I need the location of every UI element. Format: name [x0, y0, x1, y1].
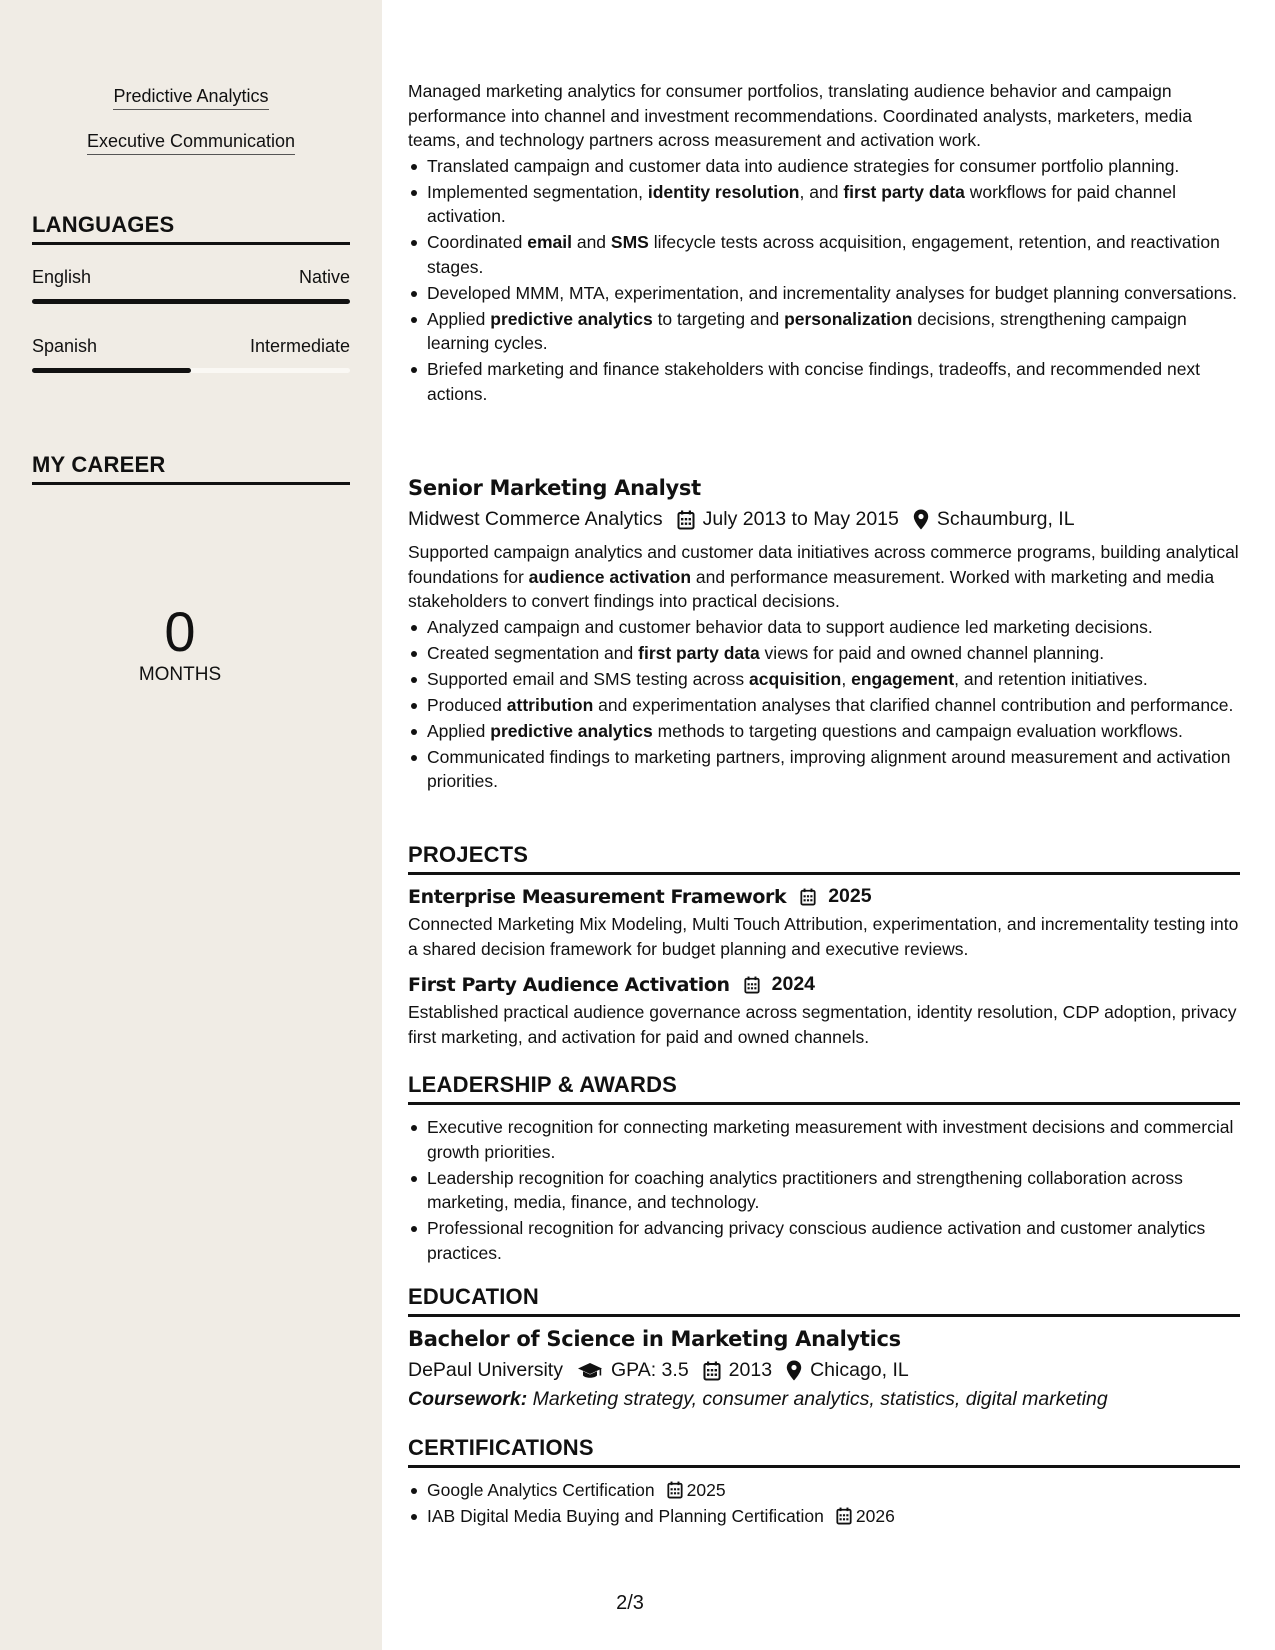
list-item: Leadership recognition for coaching analytics practitioners and strengthening collaboration across marketing, media, finance, and technology.: [408, 1166, 1240, 1215]
certifications-list: [408, 1478, 1240, 1529]
bold-keyword: predictive analytics: [490, 720, 653, 741]
language-proficiency-bar: [32, 299, 350, 304]
career-value: 0: [164, 600, 196, 663]
language-level: Native: [298, 267, 350, 287]
certification-name: Google Analytics Certification: [427, 1480, 655, 1500]
experience-section: [408, 79, 1240, 408]
text-segment: Analyzed campaign and customer behavior data to support audience led marketing decisions.: [427, 616, 1153, 637]
project-description: Connected Marketing Mix Modeling, Multi Touch Attribution, experimentation, and incrementality testing into a shared decision framework for budget planning and executive reviews.: [408, 914, 1239, 959]
calendar-icon: [836, 1507, 852, 1525]
list-item: [408, 180, 1240, 229]
job-entry: [408, 476, 1240, 795]
text-segment: Implemented segmentation,: [427, 181, 648, 202]
text-segment: Applied: [427, 308, 491, 329]
list-item: [408, 230, 1240, 279]
calendar-icon: [800, 888, 816, 906]
text-segment: Translated campaign and customer data into audience strategies for consumer portfolio planning.: [427, 155, 1180, 176]
list-item: [408, 281, 1240, 306]
text-segment: and: [571, 232, 611, 252]
text-segment: , and: [799, 181, 844, 202]
certifications-heading: CERTIFICATIONS: [408, 1435, 1240, 1468]
list-item: [408, 745, 1240, 794]
coursework-label: Coursework:: [408, 1388, 528, 1410]
bold-keyword: first party data: [843, 181, 965, 202]
calendar-icon: [677, 510, 695, 530]
certification-item: [408, 1478, 1240, 1503]
list-item: [408, 154, 1240, 179]
text-segment: Produced: [427, 694, 507, 715]
project-title-row: [408, 885, 1240, 908]
text-segment: , and retention initiatives.: [954, 668, 1148, 689]
skill-tag: [0, 86, 382, 110]
school-location: Chicago, IL: [810, 1359, 909, 1381]
job-bullets: [408, 615, 1240, 794]
projects-list: [408, 885, 1240, 1049]
degree-title: Bachelor of Science in Marketing Analytics: [408, 1327, 901, 1351]
language-level: Intermediate: [249, 336, 350, 356]
project-description: Established practical audience governance across segmentation, identity resolution, CDP adoption, privacy first marketing, and activation for paid and owned channels.: [408, 1002, 1237, 1047]
coursework-text: Marketing strategy, consumer analytics, statistics, digital marketing: [532, 1388, 1108, 1410]
language-name: Spanish: [32, 336, 98, 356]
project-year: 2024: [771, 973, 816, 995]
project-title: Enterprise Measurement Framework: [408, 885, 787, 908]
bold-keyword: acquisition: [748, 668, 842, 689]
language-row: [32, 267, 350, 288]
bold-keyword: SMS: [610, 232, 649, 252]
coursework: [408, 1388, 1240, 1411]
bold-keyword: first party data: [638, 642, 760, 663]
text-segment: workflows for paid channel activation.: [427, 181, 1176, 226]
education-heading: EDUCATION: [408, 1284, 1240, 1317]
language-proficiency-bar: [32, 368, 350, 373]
text-segment: views for paid and owned channel planning.: [759, 642, 1105, 663]
job-summary: Managed marketing analytics for consumer portfolios, translating audience behavior and campaign performance into channel and investment recommendations. Coordinated analysts, marketers, media teams, and technology partners across measurement and activation work.: [408, 81, 1193, 150]
text-segment: lifecycle tests across acquisition, engagement, retention, and reactivation stages.: [427, 232, 1220, 277]
bold-keyword: identity resolution: [647, 181, 800, 202]
calendar-icon: [744, 976, 760, 994]
list-item: [408, 667, 1240, 692]
job-bullets: [408, 154, 1240, 407]
location-pin-icon: [786, 1360, 802, 1381]
calendar-icon: [667, 1481, 683, 1499]
skill-label: Executive Communication: [87, 131, 295, 155]
list-item: [408, 719, 1240, 744]
list-item: Executive recognition for connecting marketing measurement with investment decisions and commercial growth priorities.: [408, 1115, 1240, 1164]
list-item: Professional recognition for advancing privacy conscious audience activation and customer analytics practices.: [408, 1216, 1240, 1265]
page-number: 2/3: [616, 1592, 644, 1614]
location-pin-icon: [913, 509, 929, 530]
text-segment: to targeting and: [652, 308, 785, 329]
proficiency-fill: [32, 299, 350, 304]
skill-tag: [0, 131, 382, 155]
language-name: English: [32, 267, 92, 287]
leadership-section: [408, 1072, 1240, 1267]
projects-section: [408, 842, 1240, 1049]
text-segment: and experimentation analyses that clarified channel contribution and performance.: [593, 694, 1234, 715]
bold-keyword: email: [527, 232, 572, 252]
bold-keyword: attribution: [506, 694, 594, 715]
list-item: [408, 357, 1240, 406]
leadership-heading: LEADERSHIP & AWARDS: [408, 1072, 1240, 1105]
school-name: DePaul University: [408, 1359, 563, 1381]
education-meta: [408, 1359, 1240, 1382]
career-heading: MY CAREER: [32, 452, 350, 485]
text-segment: Supported campaign analytics and customer data initiatives across commerce programs, building analytical foundations for: [408, 542, 1239, 587]
bold-keyword: audience activation: [528, 566, 692, 587]
text-segment: ,: [841, 668, 852, 689]
project-title-row: [408, 973, 1240, 996]
project-year: 2025: [828, 885, 872, 907]
education-section: [408, 1284, 1240, 1411]
certification-year: 2025: [686, 1480, 726, 1500]
skill-label: Predictive Analytics: [113, 86, 268, 110]
text-segment: Developed MMM, MTA, experimentation, and incrementality analyses for budget planning conversations.: [427, 282, 1237, 303]
gpa: GPA: 3.5: [610, 1359, 689, 1381]
text-segment: Supported email and SMS testing across: [427, 668, 749, 689]
job-summary: [408, 540, 1240, 614]
text-segment: Coordinated: [427, 232, 528, 252]
calendar-icon: [703, 1361, 721, 1381]
certification-year: 2026: [855, 1506, 895, 1526]
job-dates: July 2013 to May 2015: [702, 508, 899, 530]
project-title: First Party Audience Activation: [408, 973, 730, 996]
proficiency-fill: [32, 368, 191, 373]
list-item: [408, 615, 1240, 640]
job-title: Senior Marketing Analyst: [408, 476, 701, 500]
text-segment: Created segmentation and: [427, 642, 639, 663]
career-unit: MONTHS: [138, 664, 222, 685]
text-segment: Briefed marketing and finance stakeholders with concise findings, tradeoffs, and recommended next actions.: [427, 359, 1201, 404]
text-segment: Communicated findings to marketing partners, improving alignment around measurement and activation priorities.: [427, 746, 1231, 791]
text-segment: decisions, strengthening campaign learning cycles.: [427, 308, 1187, 353]
bold-keyword: engagement: [851, 668, 955, 689]
company-name: Midwest Commerce Analytics: [408, 508, 663, 530]
sidebar: [0, 0, 382, 1650]
bold-keyword: predictive analytics: [490, 308, 653, 329]
text-segment: methods to targeting questions and campaign evaluation workflows.: [652, 720, 1183, 741]
graduation-year: 2013: [728, 1359, 773, 1381]
bold-keyword: personalization: [784, 308, 913, 329]
leadership-list: [408, 1115, 1240, 1265]
project-item: [408, 885, 1240, 961]
certification-name: IAB Digital Media Buying and Planning Certification: [427, 1506, 824, 1526]
text-segment: Applied: [427, 720, 491, 741]
language-row: [32, 336, 350, 357]
list-item: [408, 307, 1240, 356]
certification-item: [408, 1504, 1240, 1529]
project-item: [408, 973, 1240, 1049]
text-segment: and performance measurement. Worked with marketing and media stakeholders to convert findings into practical decisions.: [408, 566, 1215, 611]
graduation-cap-icon: [577, 1362, 603, 1380]
list-item: [408, 641, 1240, 666]
list-item: [408, 693, 1240, 718]
job-meta: [408, 508, 1240, 531]
projects-heading: PROJECTS: [408, 842, 1240, 875]
job-location: Schaumburg, IL: [936, 508, 1075, 530]
certifications-section: [408, 1435, 1240, 1530]
languages-heading: LANGUAGES: [32, 212, 350, 245]
main-content: [408, 0, 1240, 1650]
